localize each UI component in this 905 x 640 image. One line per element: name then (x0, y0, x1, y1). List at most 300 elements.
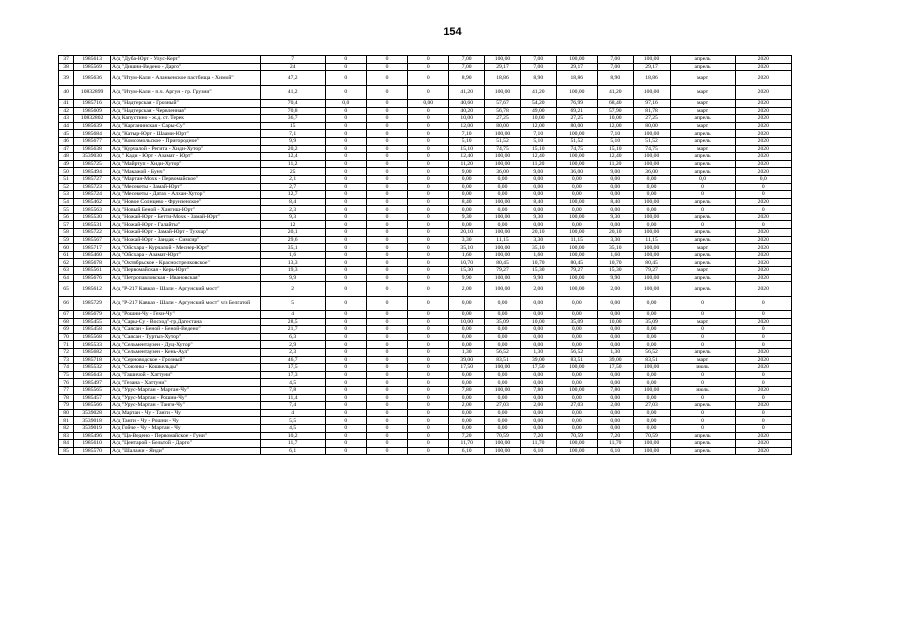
year-cell: 2020 (735, 229, 791, 237)
value-cell-1: 0,0 (325, 99, 366, 107)
value-cell-2: 0 (366, 213, 407, 221)
table-row (59, 56, 792, 64)
road-id-cell: 1985677 (74, 137, 111, 145)
road-id-cell: 1985716 (74, 99, 111, 107)
percent-cell-3: 27,25 (633, 115, 670, 123)
value-cell-2: 0 (366, 282, 407, 296)
month-cell: 0 (670, 326, 735, 334)
percent-cell-1: 0,00 (485, 394, 521, 402)
month-cell: 0 (670, 311, 735, 319)
value-cell-3: 0 (408, 440, 449, 448)
value-cell-4: 2,00 (449, 282, 485, 296)
value-cell-6: 20,10 (597, 229, 633, 237)
value-cell-1: 0 (325, 168, 366, 176)
value-cell-5: 35,10 (520, 244, 556, 252)
percent-cell-3: 18,86 (633, 71, 670, 85)
percent-cell-3: 0,00 (633, 333, 670, 341)
length-cell: 12 (260, 221, 325, 229)
month-cell: апрель (670, 160, 735, 168)
value-cell-1: 0 (325, 183, 366, 191)
row-number-cell: 76 (59, 379, 74, 387)
month-cell: 0 (670, 333, 735, 341)
percent-cell-3: 56,52 (633, 348, 670, 356)
road-id-cell: 1985638 (74, 145, 111, 153)
value-cell-4: 10,00 (449, 115, 485, 123)
value-cell-4: 10,00 (449, 318, 485, 326)
percent-cell-3: 100,00 (633, 274, 670, 282)
value-cell-6: 0,00 (597, 311, 633, 319)
percent-cell-3: 100,00 (633, 213, 670, 221)
value-cell-2: 0 (366, 274, 407, 282)
value-cell-2: 0 (366, 198, 407, 206)
table-row (59, 379, 792, 387)
road-id-cell: 10832802 (74, 115, 111, 123)
value-cell-3: 0 (408, 130, 449, 138)
road-name-cell: А/д Танги - Чу - Рошни - Чу (111, 417, 261, 425)
value-cell-1: 0 (325, 259, 366, 267)
value-cell-1: 0 (325, 206, 366, 214)
table-row (59, 191, 792, 199)
percent-cell-2: 35,09 (556, 318, 597, 326)
percent-cell-3: 100,00 (633, 198, 670, 206)
percent-cell-3: 36,00 (633, 168, 670, 176)
length-cell: 7,1 (260, 130, 325, 138)
month-cell: март (670, 107, 735, 115)
road-id-cell: 1985532 (74, 364, 111, 372)
percent-cell-1: 0,00 (485, 417, 521, 425)
value-cell-5: 0,00 (520, 311, 556, 319)
year-cell: 2020 (735, 251, 791, 259)
road-id-cell: 10832899 (74, 85, 111, 99)
value-cell-1: 0 (325, 267, 366, 275)
road-name-cell: А/д "Сельментаузен - Кень-Аул" (111, 348, 261, 356)
road-name-cell: А/д "Месекеты - Замай-Юрт" (111, 183, 261, 191)
percent-cell-1: 0,00 (485, 409, 521, 417)
percent-cell-2: 100,00 (556, 229, 597, 237)
percent-cell-2: 0,00 (556, 175, 597, 183)
value-cell-5: 0,00 (520, 333, 556, 341)
month-cell: апрель (670, 130, 735, 138)
month-cell: апрель (670, 282, 735, 296)
row-number-cell: 53 (59, 191, 74, 199)
road-id-cell: 1985530 (74, 213, 111, 221)
percent-cell-3: 0,00 (633, 191, 670, 199)
percent-cell-3: 100,00 (633, 364, 670, 372)
value-cell-5: 7,80 (520, 386, 556, 394)
row-number-cell: 71 (59, 341, 74, 349)
month-cell: март (670, 99, 735, 107)
road-name-cell: А/д Гойче - Чу - Мартан - Чу (111, 424, 261, 432)
value-cell-2: 0 (366, 409, 407, 417)
percent-cell-3: 35,09 (633, 318, 670, 326)
road-id-cell: 1985497 (74, 379, 111, 387)
month-cell: 0 (670, 296, 735, 310)
value-cell-5: 9,30 (520, 213, 556, 221)
value-cell-2: 0 (366, 244, 407, 252)
value-cell-2: 0 (366, 63, 407, 71)
row-number-cell: 85 (59, 447, 74, 455)
percent-cell-2: 74,75 (556, 145, 597, 153)
year-cell: 2020 (735, 130, 791, 138)
value-cell-4: 7,20 (449, 432, 485, 440)
value-cell-2: 0 (366, 206, 407, 214)
road-name-cell: А/д "Октябрьское - Краснострелковское" (111, 259, 261, 267)
road-name-cell: А/д "Макажой - Бунч" (111, 168, 261, 176)
value-cell-6: 0,00 (597, 341, 633, 349)
length-cell: 11,2 (260, 160, 325, 168)
value-cell-1: 0 (325, 71, 366, 85)
percent-cell-3: 0,00 (633, 371, 670, 379)
value-cell-3: 0 (408, 229, 449, 237)
table-row (59, 115, 792, 123)
percent-cell-2: 27,25 (556, 115, 597, 123)
row-number-cell: 73 (59, 356, 74, 364)
value-cell-3: 0 (408, 402, 449, 410)
road-id-cell: 1985613 (74, 56, 111, 64)
percent-cell-2: 0,00 (556, 394, 597, 402)
road-name-cell: А/д "Ножай-Юрт - Бетти-Мохк - Замай-Юрт" (111, 213, 261, 221)
year-cell: 0 (735, 379, 791, 387)
percent-cell-2: 56,52 (556, 348, 597, 356)
value-cell-3: 0 (408, 259, 449, 267)
length-cell: 12,4 (260, 153, 325, 161)
month-cell: апрель (670, 153, 735, 161)
table-row (59, 371, 792, 379)
year-cell: 2020 (735, 107, 791, 115)
value-cell-4: 9,30 (449, 213, 485, 221)
percent-cell-1: 0,00 (485, 206, 521, 214)
road-name-cell: А/д "Надтерская - Грозный" (111, 99, 261, 107)
row-number-cell: 46 (59, 137, 74, 145)
value-cell-4: 12,40 (449, 153, 485, 161)
value-cell-4: 7,00 (449, 63, 485, 71)
value-cell-4: 0,00 (449, 326, 485, 334)
value-cell-4: 0,00 (449, 183, 485, 191)
percent-cell-1: 0,00 (485, 191, 521, 199)
percent-cell-1: 74,75 (485, 145, 521, 153)
month-cell: март (670, 267, 735, 275)
value-cell-6: 0,00 (597, 371, 633, 379)
length-cell: 46,7 (260, 356, 325, 364)
value-cell-5: 0,00 (520, 409, 556, 417)
table-row (59, 229, 792, 237)
value-cell-2: 0 (366, 153, 407, 161)
value-cell-2: 0 (366, 267, 407, 275)
value-cell-4: 5,10 (449, 137, 485, 145)
percent-cell-2: 0,00 (556, 221, 597, 229)
row-number-cell: 58 (59, 229, 74, 237)
month-cell: апрель (670, 115, 735, 123)
year-cell: 2020 (735, 364, 791, 372)
year-cell: 2020 (735, 153, 791, 161)
value-cell-5: 1,30 (520, 348, 556, 356)
value-cell-4: 41,20 (449, 85, 485, 99)
value-cell-6: 9,00 (597, 168, 633, 176)
percent-cell-1: 56,52 (485, 348, 521, 356)
value-cell-3: 0 (408, 311, 449, 319)
value-cell-4: 0,00 (449, 394, 485, 402)
table-row (59, 99, 792, 107)
value-cell-5: 17,50 (520, 364, 556, 372)
road-name-cell: А/д "Петропавловская - Ивановская" (111, 274, 261, 282)
value-cell-5: 0,00 (520, 296, 556, 310)
value-cell-6: 0,00 (597, 424, 633, 432)
percent-cell-3: 0,00 (633, 221, 670, 229)
table-row (59, 244, 792, 252)
value-cell-1: 0 (325, 85, 366, 99)
value-cell-3: 0 (408, 341, 449, 349)
percent-cell-2: 0,00 (556, 326, 597, 334)
month-cell: 0 (670, 417, 735, 425)
value-cell-6: 0,00 (597, 175, 633, 183)
road-id-cell: 1985610 (74, 440, 111, 448)
value-cell-6: 39,00 (597, 356, 633, 364)
value-cell-3: 0 (408, 153, 449, 161)
road-id-cell: 1985462 (74, 198, 111, 206)
value-cell-4: 0,00 (449, 371, 485, 379)
value-cell-2: 0 (366, 122, 407, 130)
road-name-cell: А/д "Новый Беной - Хангиш-Юрт" (111, 206, 261, 214)
value-cell-3: 0 (408, 379, 449, 387)
value-cell-2: 0 (366, 71, 407, 85)
row-number-cell: 80 (59, 409, 74, 417)
year-cell: 2020 (735, 447, 791, 455)
row-number-cell: 43 (59, 115, 74, 123)
value-cell-6: 1,30 (597, 348, 633, 356)
value-cell-2: 0 (366, 221, 407, 229)
value-cell-1: 0 (325, 115, 366, 123)
road-name-cell: А/д "Дишни-Ведено - Дарго" (111, 63, 261, 71)
percent-cell-3: 51,52 (633, 137, 670, 145)
value-cell-2: 0 (366, 432, 407, 440)
month-cell: 0 (670, 341, 735, 349)
road-name-cell: А/д "Сельментаузен - Дуц-Хутор" (111, 341, 261, 349)
percent-cell-1: 100,00 (485, 447, 521, 455)
length-cell: 2,9 (260, 341, 325, 349)
value-cell-3: 0 (408, 394, 449, 402)
month-cell: июль (670, 364, 735, 372)
value-cell-5: 8,40 (520, 198, 556, 206)
percent-cell-2: 0,00 (556, 183, 597, 191)
year-cell: 2020 (735, 145, 791, 153)
length-cell: 6,1 (260, 447, 325, 455)
value-cell-5: 0,00 (520, 206, 556, 214)
road-id-cell: 1985460 (74, 251, 111, 259)
road-name-cell: А/д "Комсомольское - Пригородное" (111, 137, 261, 145)
length-cell: 7,8 (260, 386, 325, 394)
value-cell-2: 0 (366, 371, 407, 379)
percent-cell-1: 0,00 (485, 296, 521, 310)
road-name-cell: А/д "Итум-Кали - Аланкенское пастбища - Химой" (111, 71, 261, 85)
table-row (59, 71, 792, 85)
table-row (59, 236, 792, 244)
percent-cell-1: 0,00 (485, 333, 521, 341)
table-row (59, 386, 792, 394)
road-name-cell: А/д "Итум-Кали - п.ч. Аргун - гр. Грузии" (111, 85, 261, 99)
percent-cell-2: 80,00 (556, 122, 597, 130)
value-cell-6: 0,00 (597, 409, 633, 417)
value-cell-1: 0 (325, 409, 366, 417)
month-cell: 0 (670, 379, 735, 387)
value-cell-6: 10,70 (597, 259, 633, 267)
percent-cell-3: 0,00 (633, 175, 670, 183)
value-cell-2: 0 (366, 447, 407, 455)
value-cell-2: 0 (366, 379, 407, 387)
road-name-cell: А/д "Урус-Мартан - Танги-Чу" (111, 402, 261, 410)
value-cell-4: 0,00 (449, 333, 485, 341)
value-cell-2: 0 (366, 296, 407, 310)
month-cell: 0 (670, 394, 735, 402)
table-row (59, 440, 792, 448)
year-cell: 2020 (735, 168, 791, 176)
value-cell-2: 0 (366, 341, 407, 349)
percent-cell-2: 100,00 (556, 85, 597, 99)
value-cell-5: 0,00 (520, 191, 556, 199)
road-name-cell: А/д "Мартан-Мохк - Первомайское" (111, 175, 261, 183)
percent-cell-1: 27,25 (485, 115, 521, 123)
percent-cell-2: 18,86 (556, 71, 597, 85)
percent-cell-3: 100,00 (633, 386, 670, 394)
value-cell-5: 0,00 (520, 326, 556, 334)
percent-cell-2: 0,00 (556, 417, 597, 425)
road-name-cell: А/д Капустино - ж.д. ст. Терек (111, 115, 261, 123)
value-cell-2: 0 (366, 356, 407, 364)
year-cell: 2020 (735, 386, 791, 394)
percent-cell-2: 100,00 (556, 364, 597, 372)
value-cell-1: 0 (325, 175, 366, 183)
road-name-cell: А/д "Ойсхара - Курчалой - Меснер-Юрт" (111, 244, 261, 252)
value-cell-6: 7,00 (597, 56, 633, 64)
table-row (59, 409, 792, 417)
row-number-cell: 74 (59, 364, 74, 372)
value-cell-4: 0,00 (449, 191, 485, 199)
road-id-cell: 1985494 (74, 168, 111, 176)
value-cell-2: 0 (366, 333, 407, 341)
value-cell-2: 0 (366, 364, 407, 372)
value-cell-3: 0 (408, 424, 449, 432)
percent-cell-3: 0,00 (633, 424, 670, 432)
percent-cell-1: 100,00 (485, 85, 521, 99)
value-cell-2: 0 (366, 417, 407, 425)
road-name-cell: А/д "Курчалой - Регита - Хиди-Хутор" (111, 145, 261, 153)
road-id-cell: 1985612 (74, 282, 111, 296)
percent-cell-1: 57,67 (485, 99, 521, 107)
value-cell-1: 0 (325, 432, 366, 440)
road-id-cell: 1985722 (74, 229, 111, 237)
value-cell-4: 7,80 (449, 386, 485, 394)
value-cell-4: 39,00 (449, 356, 485, 364)
value-cell-1: 0 (325, 63, 366, 71)
value-cell-4: 9,00 (449, 168, 485, 176)
month-cell: 0 (670, 221, 735, 229)
percent-cell-3: 74,75 (633, 145, 670, 153)
value-cell-2: 0 (366, 137, 407, 145)
percent-cell-1: 100,00 (485, 213, 521, 221)
value-cell-4: 11,20 (449, 160, 485, 168)
percent-cell-2: 36,00 (556, 168, 597, 176)
value-cell-4: 1,60 (449, 251, 485, 259)
value-cell-5: 10,00 (520, 115, 556, 123)
length-cell: 21,7 (260, 326, 325, 334)
road-data-table (58, 55, 792, 455)
road-name-cell: А/д "Центарой - Бельтой - Дарго" (111, 440, 261, 448)
road-name-cell: А/д "Ножай-Юрт - Галайты" (111, 221, 261, 229)
value-cell-4: 1,30 (449, 348, 485, 356)
value-cell-5: 6,10 (520, 447, 556, 455)
value-cell-3: 0 (408, 71, 449, 85)
table-row (59, 341, 792, 349)
table-row (59, 267, 792, 275)
value-cell-4: 11,70 (449, 440, 485, 448)
percent-cell-2: 100,00 (556, 282, 597, 296)
percent-cell-1: 100,00 (485, 244, 521, 252)
month-cell: апрель (670, 251, 735, 259)
value-cell-4: 0,00 (449, 296, 485, 310)
length-cell: 4,5 (260, 424, 325, 432)
length-cell: 17,5 (260, 364, 325, 372)
road-id-cell: 1985565 (74, 386, 111, 394)
length-cell: 70,4 (260, 99, 325, 107)
percent-cell-1: 0,00 (485, 371, 521, 379)
month-cell: март (670, 318, 735, 326)
value-cell-3: 0 (408, 244, 449, 252)
percent-cell-3: 0,00 (633, 311, 670, 319)
value-cell-3: 0 (408, 137, 449, 145)
value-cell-6: 35,10 (597, 244, 633, 252)
length-cell: 10,2 (260, 432, 325, 440)
value-cell-5: 7,00 (520, 63, 556, 71)
percent-cell-2: 0,00 (556, 371, 597, 379)
percent-cell-3: 100,00 (633, 440, 670, 448)
road-id-cell: 1985567 (74, 236, 111, 244)
value-cell-2: 0 (366, 85, 407, 99)
road-name-cell: А/д "Новое Солнцево - Фрунзенское" (111, 198, 261, 206)
percent-cell-1: 56,78 (485, 107, 521, 115)
road-id-cell: 1985609 (74, 107, 111, 115)
percent-cell-1: 100,00 (485, 274, 521, 282)
value-cell-6: 12,40 (597, 153, 633, 161)
percent-cell-3: 11,15 (633, 236, 670, 244)
value-cell-6: 2,00 (597, 282, 633, 296)
length-cell: 2 (260, 282, 325, 296)
road-id-cell: 1985496 (74, 432, 111, 440)
value-cell-5: 10,70 (520, 259, 556, 267)
year-cell: 0 (735, 424, 791, 432)
value-cell-3: 0 (408, 85, 449, 99)
value-cell-3: 0 (408, 364, 449, 372)
table-row (59, 402, 792, 410)
value-cell-3: 0 (408, 236, 449, 244)
percent-cell-2: 100,00 (556, 213, 597, 221)
value-cell-4: 7,00 (449, 56, 485, 64)
value-cell-3: 0 (408, 417, 449, 425)
year-cell: 2020 (735, 267, 791, 275)
row-number-cell: 70 (59, 333, 74, 341)
value-cell-3: 0 (408, 251, 449, 259)
value-cell-3: 0 (408, 447, 449, 455)
value-cell-6: 7,20 (597, 432, 633, 440)
road-name-cell: А/д "Катыр-Юрт - Шаами-Юрт" (111, 130, 261, 138)
road-name-cell: А/д "Ца-Ведено - Первомайское - Гуни" (111, 432, 261, 440)
value-cell-2: 0 (366, 168, 407, 176)
percent-cell-2: 0,00 (556, 341, 597, 349)
length-cell: 24 (260, 63, 325, 71)
value-cell-1: 0 (325, 198, 366, 206)
percent-cell-3: 100,00 (633, 56, 670, 64)
value-cell-5: 10,00 (520, 318, 556, 326)
length-cell: 12,7 (260, 191, 325, 199)
year-cell: 0 (735, 394, 791, 402)
